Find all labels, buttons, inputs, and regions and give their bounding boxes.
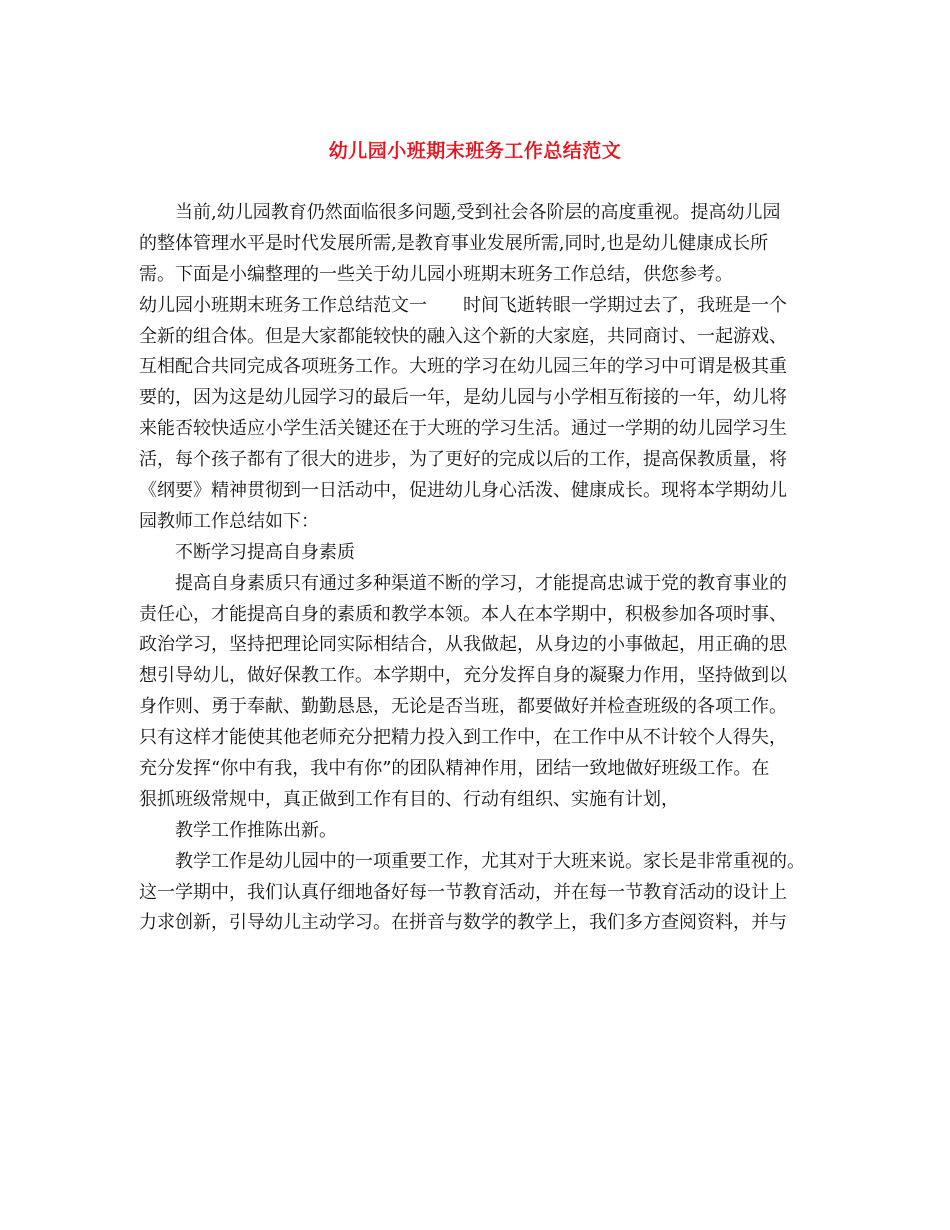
body-line: 来能否较快适应小学生活关键还在于大班的学习生活。通过一学期的幼儿园学习生 xyxy=(139,418,787,440)
document-body xyxy=(139,198,839,939)
body-line: 提高自身素质只有通过多种渠道不断的学习，才能提高忠诚于党的教育事业的 xyxy=(175,572,787,594)
body-line: 想引导幼儿，做好保教工作。本学期中，充分发挥自身的凝聚力作用，坚持做到以 xyxy=(139,665,787,687)
body-line: 狠抓班级常规中，真正做到工作有目的、行动有组织、实施有计划， xyxy=(139,788,679,810)
body-line: 教学工作是幼儿园中的一项重要工作，尤其对于大班来说。家长是非常重视的。 xyxy=(175,850,805,872)
body-line: 责任心，才能提高自身的素质和教学本领。本人在本学期中，积极参加各项时事、 xyxy=(139,603,787,625)
section-heading: 不断学习提高自身素质 xyxy=(175,541,355,563)
body-line: 互相配合共同完成各项班务工作。大班的学习在幼儿园三年的学习中可谓是极其重 xyxy=(139,356,787,378)
body-line: 充分发挥“你中有我，我中有你”的团队精神作用，团结一致地做好班级工作。在 xyxy=(139,758,770,780)
body-line: 的整体管理水平是时代发展所需,是教育事业发展所需,同时,也是幼儿健康成长所 xyxy=(139,232,769,254)
body-line: 需。下面是小编整理的一些关于幼儿园小班期末班务工作总结，供您参考。 xyxy=(139,263,733,285)
body-line: 只有这样才能使其他老师充分把精力投入到工作中，在工作中从不计较个人得失， xyxy=(139,727,787,749)
body-line: 力求创新，引导幼儿主动学习。在拼音与数学的教学上，我们多方查阅资料，并与 xyxy=(139,912,787,934)
body-line: 全新的组合体。但是大家都能较快的融入这个新的大家庭，共同商讨、一起游戏、 xyxy=(139,325,787,347)
section-heading: 教学工作推陈出新。 xyxy=(175,819,337,841)
body-line: 当前,幼儿园教育仍然面临很多问题,受到社会各阶层的高度重视。提高幼儿园 xyxy=(175,202,781,223)
body-line: 活，每个孩子都有了很大的进步，为了更好的完成以后的工作，提高保教质量，将 xyxy=(139,449,787,471)
body-line: 这一学期中，我们认真仔细地备好每一节教育活动，并在每一节教育活动的设计上 xyxy=(139,881,787,903)
body-line: 身作则、勇于奉献、勤勤恳恳，无论是否当班，都要做好并检查班级的各项工作。 xyxy=(139,696,787,718)
document-title: 幼儿园小班期末班务工作总结范文 xyxy=(328,140,622,162)
body-line: 园教师工作总结如下： xyxy=(139,510,319,532)
body-line: 《纲要》精神贯彻到一日活动中，促进幼儿身心活泼、健康成长。现将本学期幼儿 xyxy=(139,480,787,502)
body-line: 要的，因为这是幼儿园学习的最后一年，是幼儿园与小学相互衔接的一年，幼儿将 xyxy=(139,387,787,409)
body-line: 政治学习，坚持把理论同实际相结合，从我做起，从身边的小事做起，用正确的思 xyxy=(139,634,787,656)
body-line: 幼儿园小班期末班务工作总结范文一 时间飞逝转眼一学期过去了，我班是一个 xyxy=(139,294,787,316)
